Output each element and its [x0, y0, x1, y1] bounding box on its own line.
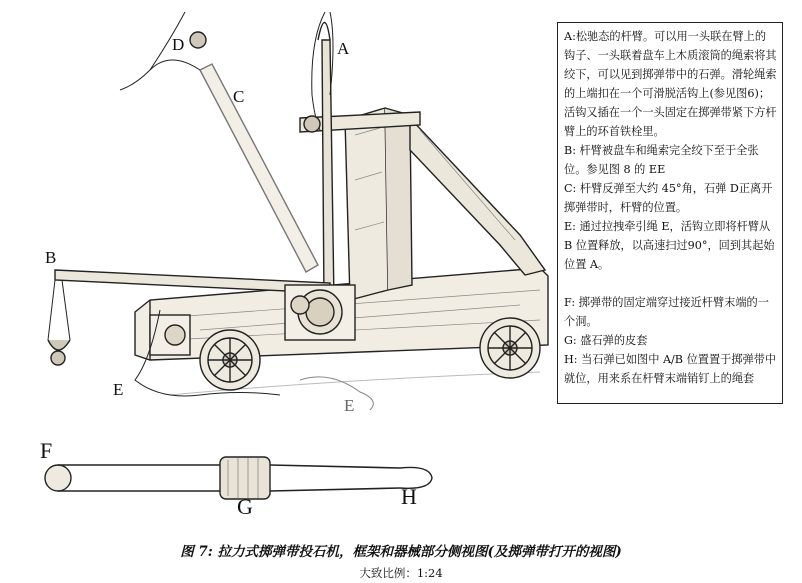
label-d: D: [172, 35, 185, 54]
front-wheel: [200, 330, 260, 390]
label-c: C: [233, 87, 245, 106]
legend-b: B: 杆臂被盘车和绳索完全绞下至于全张位。参见图 8 的 EE: [564, 144, 759, 176]
legend-f: F: 掷弹带的固定端穿过接近杆臂末端的一个洞。: [564, 296, 769, 328]
label-e: E: [113, 380, 124, 399]
legend-a: A:松驰态的杆臂。可以用一头联在臂上的钩子、一头联着盘车上木质滚筒的绳索将其绞下，可以见到掷弹带中的石弹。滑轮绳索的上端扣在一个可滑脱活钩上(参见图6)；活钩又插在一个一头固定在掷弹带紧下方杆臂上的环首铁栓里。: [564, 30, 777, 138]
legend-c: C: 杆臂反弹至大约 45°角，石弹 D正离开掷弹带时，杆臂的位置。: [564, 182, 773, 214]
label-h: H: [401, 484, 417, 509]
rear-wheel: [480, 318, 540, 378]
sling-detail: [45, 457, 432, 499]
label-f: F: [40, 438, 53, 463]
label-a: A: [337, 39, 350, 58]
label-e-released: E: [344, 396, 355, 415]
label-b: B: [45, 248, 57, 267]
scale-note: 大致比例：1:24: [359, 566, 443, 580]
legend-h: H: 当石弹已如图中 A/B 位置置于掷弹带中就位，用来系在杆臂末端销钉上的绳套: [564, 353, 777, 385]
legend-e: E: 通过拉拽牵引绳 E，活钩立即将杆臂从 B 位置释放，以高速扫过90°，回到其起始位置 A。: [564, 220, 775, 271]
legend-box: [557, 22, 783, 404]
arm-position-c: [120, 12, 318, 272]
label-g: G: [237, 494, 253, 519]
figure-caption: 图 7: 拉力式掷弹带投石机，框架和器械部分侧视图(及掷弹带打开的视图): [180, 544, 622, 560]
legend-g: G: 盛石弹的皮套: [564, 334, 648, 347]
